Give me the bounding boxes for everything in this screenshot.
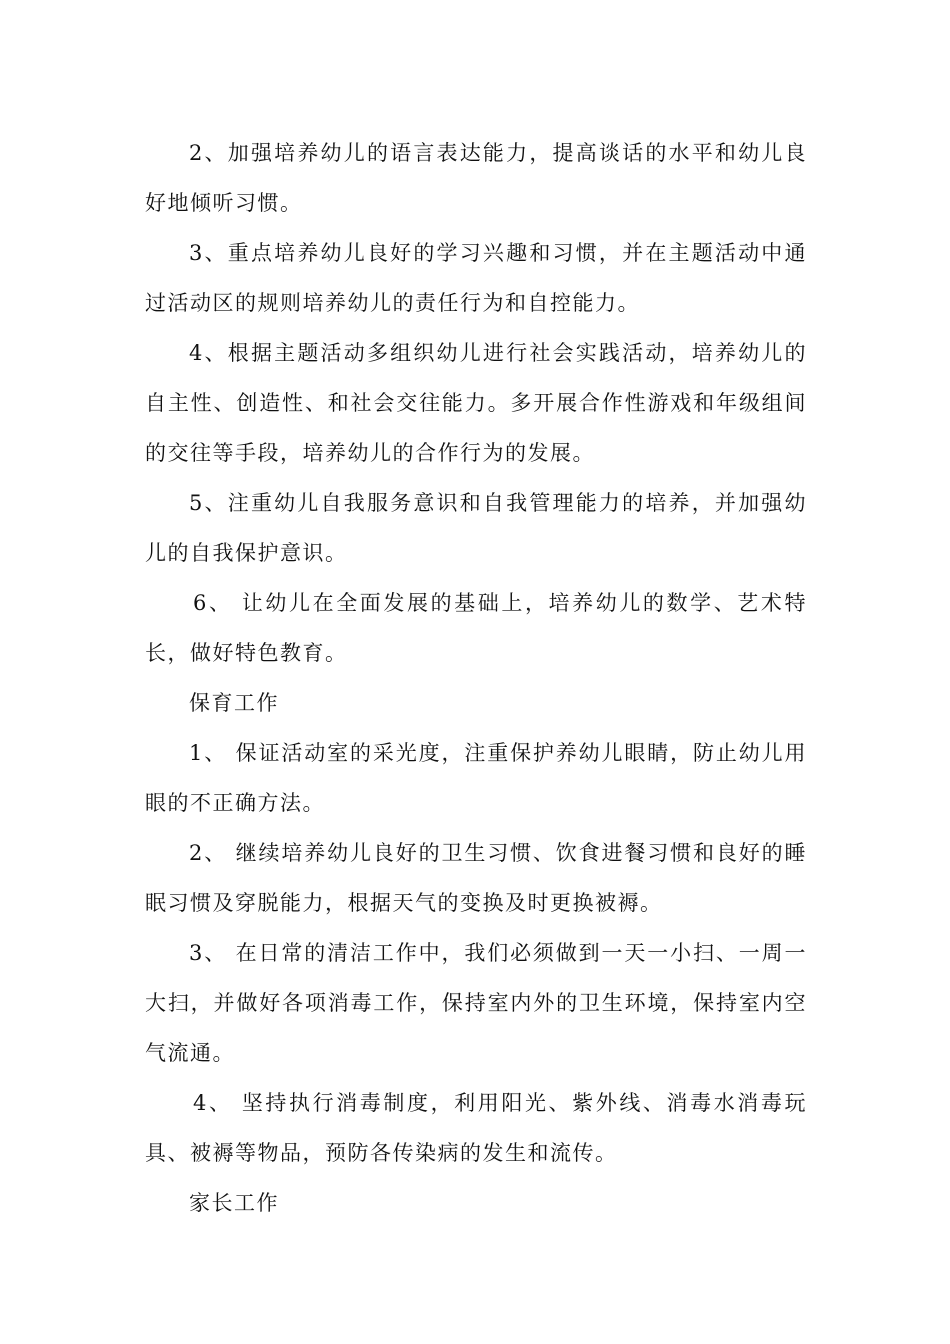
section-heading-care-work: 保育工作 xyxy=(189,691,279,715)
paragraph-learning-habits: 3、重点培养幼儿良好的学习兴趣和习惯，并在主题活动中通过活动区的规则培养幼儿的责任行为和自控能力。 xyxy=(145,241,807,315)
section-heading-parent-work: 家长工作 xyxy=(189,1191,279,1215)
paragraph-cleaning: 3、 在日常的清洁工作中，我们必须做到一天一小扫、一周一大扫，并做好各项消毒工作，保持室内外的卫生环境，保持室内空气流通。 xyxy=(145,941,807,1065)
paragraph-self-service: 5、注重幼儿自我服务意识和自我管理能力的培养，并加强幼儿的自我保护意识。 xyxy=(145,491,807,565)
paragraph-language-ability: 2、加强培养幼儿的语言表达能力，提高谈话的水平和幼儿良好地倾听习惯。 xyxy=(145,141,807,215)
paragraph-social-practice: 4、根据主题活动多组织幼儿进行社会实践活动，培养幼儿的自主性、创造性、和社会交往能力。多开展合作性游戏和年级组间的交往等手段，培养幼儿的合作行为的发展。 xyxy=(145,341,807,465)
paragraph-lighting: 1、 保证活动室的采光度，注重保护养幼儿眼睛，防止幼儿用眼的不正确方法。 xyxy=(145,741,807,815)
paragraph-hygiene-habits: 2、 继续培养幼儿良好的卫生习惯、饮食进餐习惯和良好的睡眠习惯及穿脱能力，根据天气的变换及时更换被褥。 xyxy=(145,841,807,915)
paragraph-disinfection: 4、 坚持执行消毒制度，利用阳光、紫外线、消毒水消毒玩具、被褥等物品，预防各传染病的发生和流传。 xyxy=(145,1091,807,1165)
document-body xyxy=(145,128,807,1228)
paragraph-special-education: 6、 让幼儿在全面发展的基础上，培养幼儿的数学、艺术特长，做好特色教育。 xyxy=(145,591,807,665)
